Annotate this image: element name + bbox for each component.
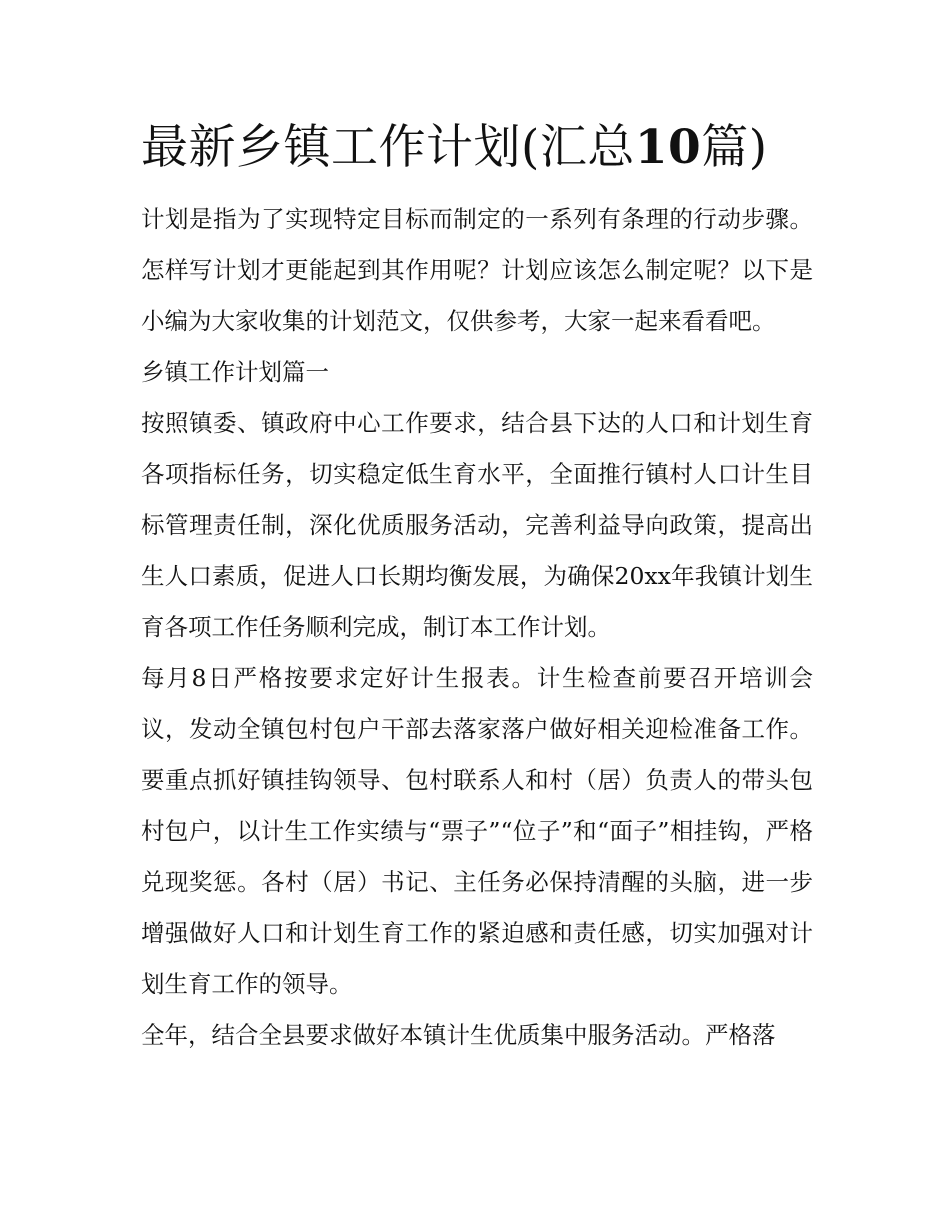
document-title	[141, 118, 813, 178]
title-number: 10	[634, 120, 702, 175]
body-paragraph-2: 每月8日严格按要求定好计生报表。计生检查前要召开培训会议，发动全镇包村包户干部去落家落户做好相关迎检准备工作。要重点抓好镇挂钩领导、包村联系人和村（居）负责人的带头包村包户，以计生工作实绩与“票子”“位子”和“面子”相挂钩，严格兑现奖惩。各村（居）书记、主任务必保持清醒的头脑，进一步增强做好人口和计划生育工作的紧迫感和责任感，切实加强对计划生育工作的领导。	[141, 664, 813, 998]
intro-paragraph: 计划是指为了实现特定目标而制定的一系列有条理的行动步骤。怎样写计划才更能起到其作用呢？计划应该怎么制定呢？以下是小编为大家收集的计划范文，仅供参考，大家一起来看看吧。	[141, 205, 813, 335]
section-heading: 乡镇工作计划篇一	[141, 358, 329, 386]
title-text-end: 篇)	[701, 120, 768, 175]
body-paragraph-1: 按照镇委、镇政府中心工作要求，结合县下达的人口和计划生育各项指标任务，切实稳定低生育水平，全面推行镇村人口计生目标管理责任制，深化优质服务活动，完善利益导向政策，提高出生人口素质，促进人口长期均衡发展，为确保20xx年我镇计划生育各项工作任务顺利完成，制订本工作计划。	[141, 409, 813, 641]
title-text-main: 最新乡镇工作计划(汇总	[141, 120, 635, 175]
document-body	[141, 118, 813, 1061]
body-paragraph-3: 全年，结合全县要求做好本镇计生优质集中服务活动。严格落	[141, 1021, 776, 1049]
